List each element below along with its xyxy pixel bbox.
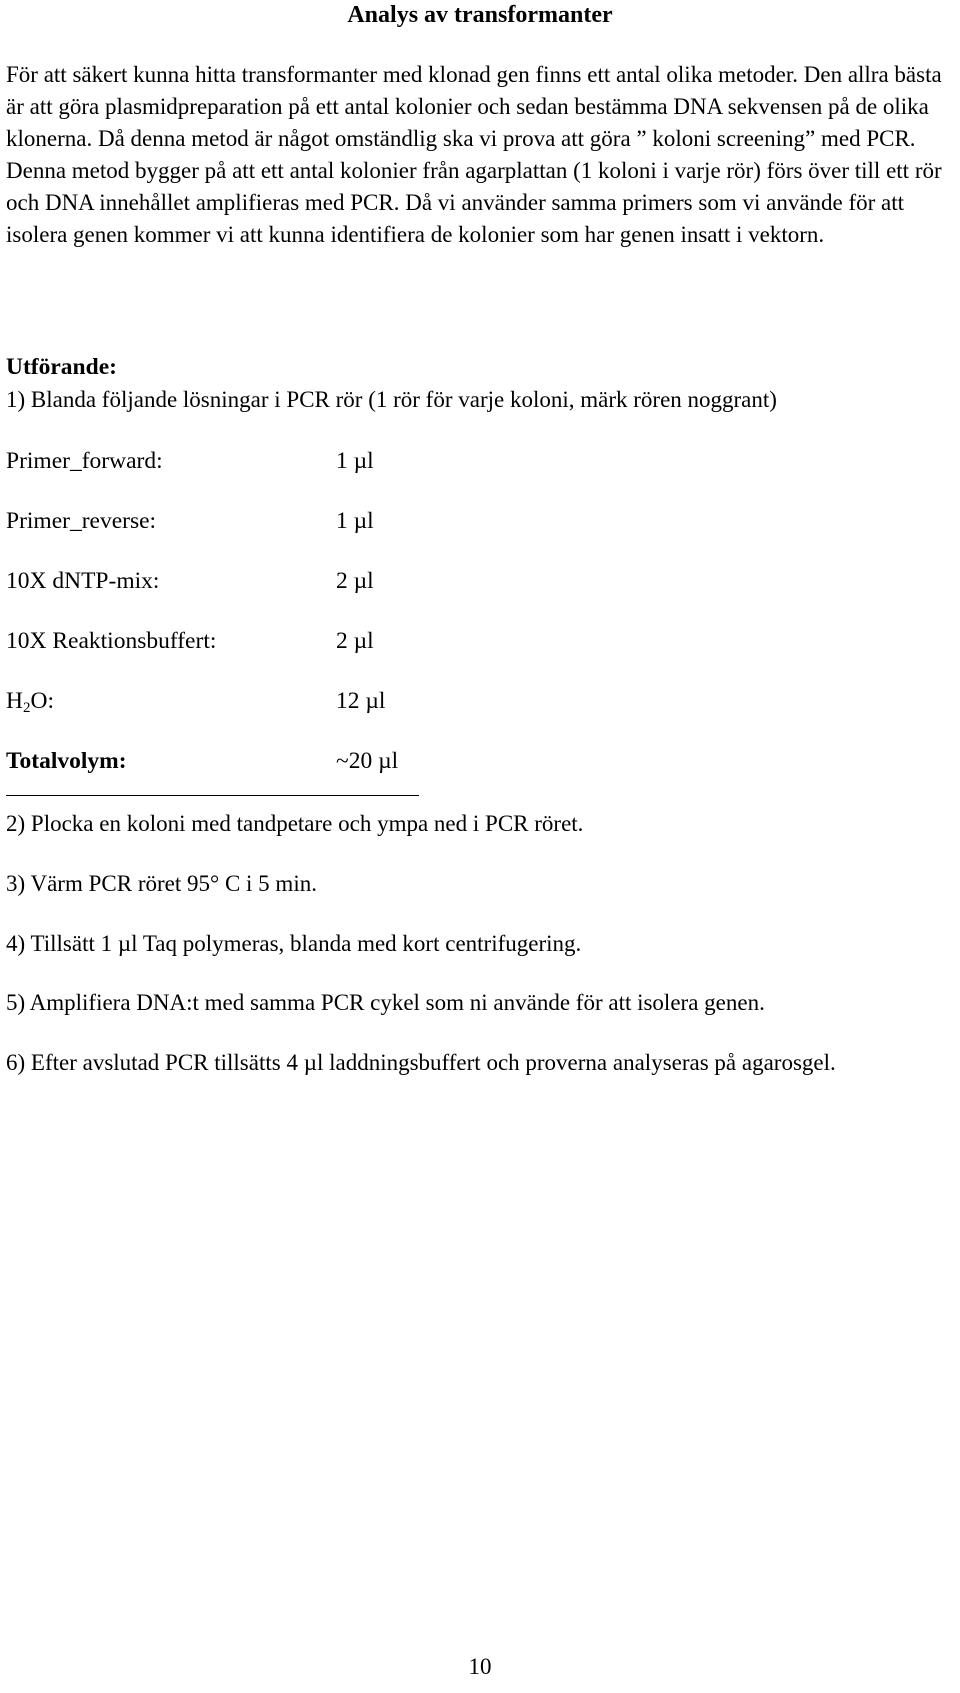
step-4: 4) Tillsätt 1 µl Taq polymeras, blanda med kort centrifugering.: [6, 931, 582, 956]
reagent-volume: 2 µl: [336, 628, 374, 654]
reagent-row: [6, 566, 506, 596]
step-6: 6) Efter avslutad PCR tillsätts 4 µl laddningsbuffert och proverna analyseras på agarosgel.: [6, 1050, 836, 1075]
reagent-volume: 12 µl: [336, 688, 386, 714]
reagent-row: [6, 446, 506, 476]
step-2: 2) Plocka en koloni med tandpetare och ympa ned i PCR röret.: [6, 811, 584, 836]
reagent-name: 10X dNTP-mix:: [6, 568, 160, 594]
page-number: 10: [468, 1654, 492, 1679]
reagent-volume: 1 µl: [336, 448, 374, 474]
reagent-name: Primer_reverse:: [6, 508, 157, 534]
total-divider-line: [6, 795, 419, 796]
reagent-row: [6, 506, 506, 536]
reagent-volume: 1 µl: [336, 508, 374, 534]
document-title: Analys av transformanter: [347, 2, 613, 28]
total-label: Totalvolym:: [6, 748, 127, 774]
total-row: [6, 746, 506, 776]
intro-paragraph: För att säkert kunna hitta transformanter med klonad gen finns ett antal olika metoder. Den allra bästa är att göra plasmidpreparation på ett antal kolonier och sedan bestämma DNA sekvensen på de olika klonerna. Då denna metod är något omständlig ska vi prova att göra ” koloni screening” med PCR. Denna metod bygger på att ett antal kolonier från agarplattan (1 koloni i varje rör) förs över till ett rör och DNA innehållet amplifieras med PCR. Då vi använder samma primers som vi använde för att isolera genen kommer vi att kunna identifiera de kolonier som har genen insatt i vektorn.: [6, 62, 942, 247]
water-h: H: [6, 688, 23, 714]
water-subscript: 2: [22, 700, 31, 716]
step-5: 5) Amplifiera DNA:t med samma PCR cykel som ni använde för att isolera genen.: [6, 990, 765, 1015]
water-o: O:: [30, 688, 54, 714]
procedure-heading: Utförande:: [6, 354, 117, 380]
reagent-volume: 2 µl: [336, 568, 374, 594]
reagent-name: 10X Reaktionsbuffert:: [6, 628, 217, 654]
step-3: 3) Värm PCR röret 95° C i 5 min.: [6, 871, 317, 896]
reagent-row-water: [6, 686, 506, 716]
reagent-row: [6, 626, 506, 656]
reagent-name-water: [6, 686, 54, 716]
step-1: 1) Blanda följande lösningar i PCR rör (1 rör för varje koloni, märk rören noggrant): [6, 387, 777, 412]
total-volume: ~20 µl: [336, 748, 399, 774]
reagent-name: Primer_forward:: [6, 448, 163, 474]
